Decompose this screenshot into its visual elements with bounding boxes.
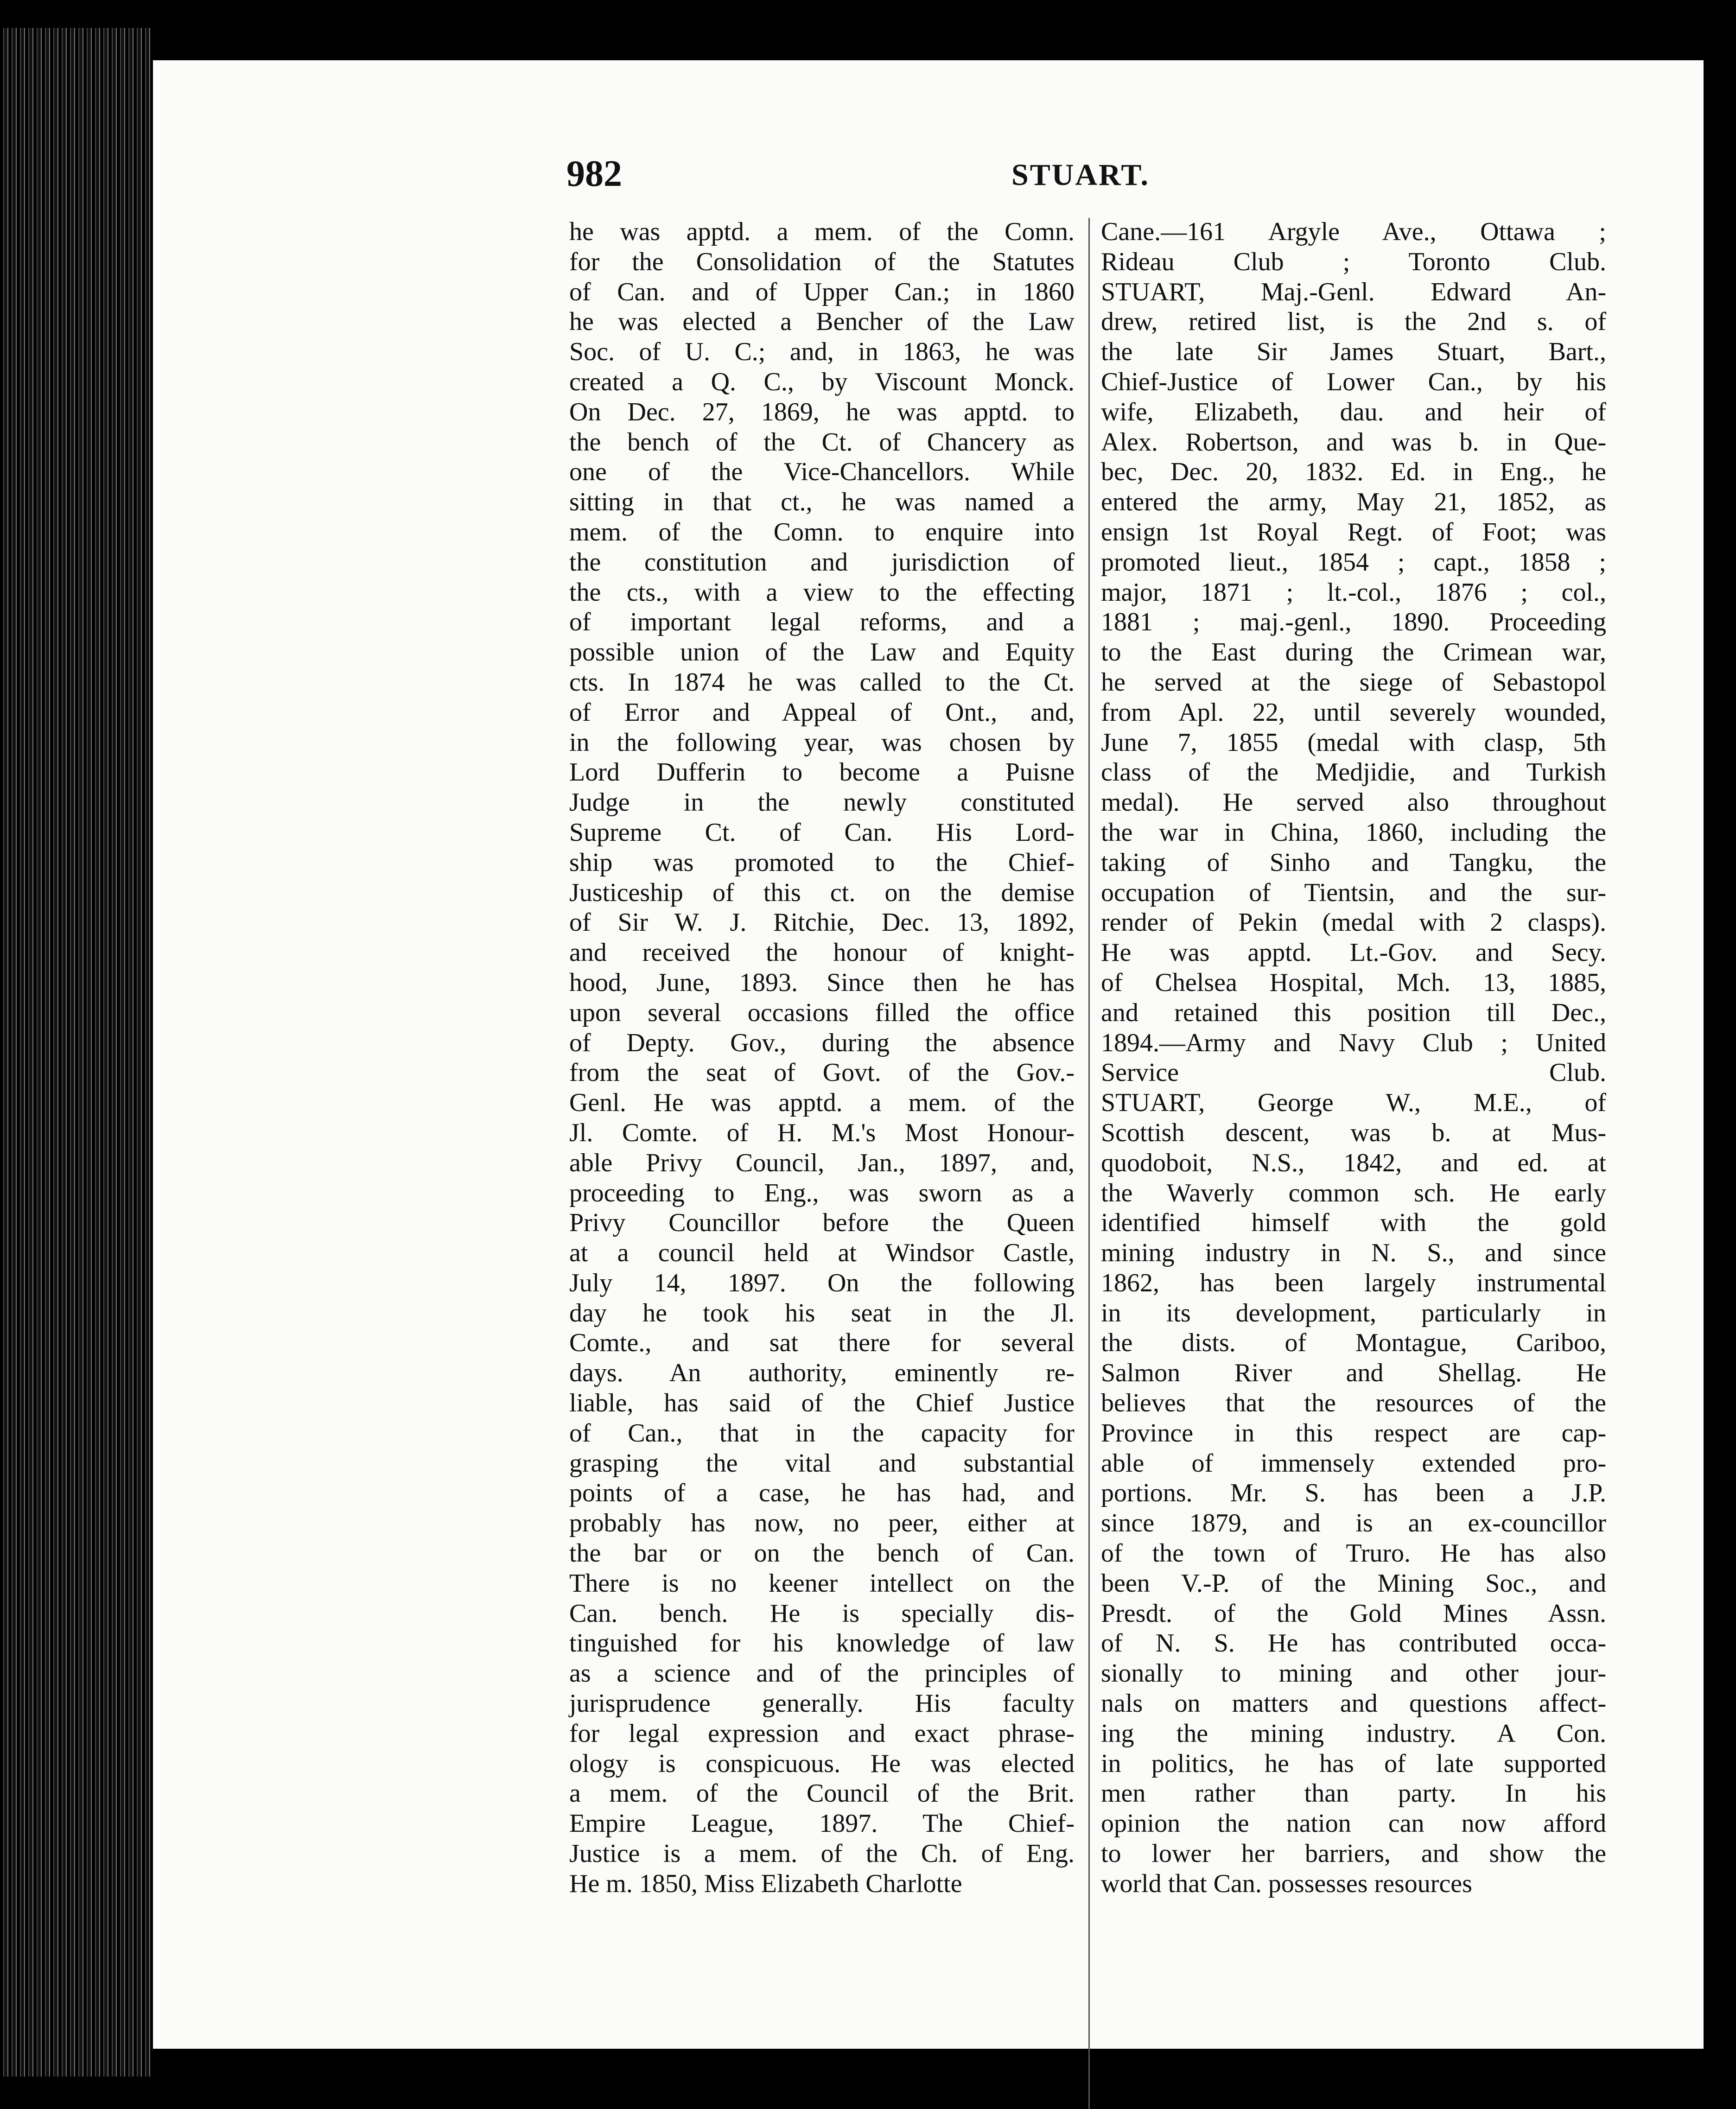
text-line: cts. In 1874 he was called to the Ct. (569, 667, 1075, 697)
text-line: tinguished for his knowledge of law (569, 1629, 1075, 1658)
text-line: been V.-P. of the Mining Soc., and (1101, 1569, 1606, 1598)
text-line: the late Sir James Stuart, Bart., (1101, 337, 1606, 367)
text-line: portions. Mr. S. has been a J.P. (1101, 1479, 1606, 1508)
text-line: Service Club. (1101, 1058, 1606, 1087)
text-line: Jl. Comte. of H. M.'s Most Honour- (569, 1118, 1075, 1147)
text-line: ensign 1st Royal Regt. of Foot; was (1101, 517, 1606, 546)
text-line: able Privy Council, Jan., 1897, and, (569, 1148, 1075, 1177)
text-line: nals on matters and questions affect- (1101, 1689, 1606, 1718)
text-line: of Chelsea Hospital, Mch. 13, 1885, (1101, 968, 1606, 997)
text-line: quodoboit, N.S., 1842, and ed. at (1101, 1148, 1606, 1177)
text-line: Can. bench. He is specially dis- (569, 1599, 1075, 1628)
text-line: Lord Dufferin to become a Puisne (569, 758, 1075, 787)
text-line: of Sir W. J. Ritchie, Dec. 13, 1892, (569, 908, 1075, 937)
text-line: sionally to mining and other jour- (1101, 1659, 1606, 1688)
book-binding-edge (0, 28, 153, 2077)
column-divider (1088, 218, 1090, 2109)
text-line: ing the mining industry. A Con. (1101, 1719, 1606, 1748)
text-line: in the following year, was chosen by (569, 728, 1075, 757)
text-line: class of the Medjidie, and Turkish (1101, 758, 1606, 787)
text-line: he served at the siege of Sebastopol (1101, 667, 1606, 697)
text-line: believes that the resources of the (1101, 1389, 1606, 1418)
page-number: 982 (566, 153, 622, 194)
text-line: promoted lieut., 1854 ; capt., 1858 ; (1101, 547, 1606, 577)
text-line: Cane.—161 Argyle Ave., Ottawa ; (1101, 217, 1606, 246)
text-line: STUART, George W., M.E., of (1101, 1088, 1606, 1118)
text-line: STUART, Maj.-Genl. Edward An- (1101, 277, 1606, 306)
text-line: days. An authority, eminently re- (569, 1359, 1075, 1388)
text-line: Province in this respect are cap- (1101, 1418, 1606, 1448)
text-line: Salmon River and Shellag. He (1101, 1359, 1606, 1388)
text-line: since 1879, and is an ex-councillor (1101, 1509, 1606, 1538)
text-line: the war in China, 1860, including the (1101, 818, 1606, 847)
text-line: Justice is a mem. of the Ch. of Eng. (569, 1839, 1075, 1868)
left-text-column (569, 217, 1075, 1899)
text-line: Scottish descent, was b. at Mus- (1101, 1118, 1606, 1147)
text-line: for the Consolidation of the Statutes (569, 247, 1075, 276)
text-line: liable, has said of the Chief Justice (569, 1389, 1075, 1418)
text-line: grasping the vital and substantial (569, 1448, 1075, 1478)
text-line: June 7, 1855 (medal with clasp, 5th (1101, 728, 1606, 757)
text-line: of Depty. Gov., during the absence (569, 1028, 1075, 1057)
text-line: On Dec. 27, 1869, he was apptd. to (569, 397, 1075, 426)
text-line: 1894.—Army and Navy Club ; United (1101, 1028, 1606, 1057)
running-head: STUART. (1011, 158, 1150, 192)
text-line: he was elected a Bencher of the Law (569, 307, 1075, 337)
text-line: bec, Dec. 20, 1832. Ed. in Eng., he (1101, 457, 1606, 487)
text-line: Alex. Robertson, and was b. in Que- (1101, 427, 1606, 457)
text-line: major, 1871 ; lt.-col., 1876 ; col., (1101, 578, 1606, 607)
text-line: 1862, has been largely instrumental (1101, 1268, 1606, 1297)
text-line: He m. 1850, Miss Elizabeth Charlotte (569, 1869, 962, 1898)
text-line: in its development, particularly in (1101, 1298, 1606, 1328)
text-line: sitting in that ct., he was named a (569, 488, 1075, 517)
text-line: able of immensely extended pro- (1101, 1448, 1606, 1478)
text-line: a mem. of the Council of the Brit. (569, 1779, 1075, 1808)
text-line: points of a case, he has had, and (569, 1479, 1075, 1508)
text-line: possible union of the Law and Equity (569, 638, 1075, 667)
text-line: of N. S. He has contributed occa- (1101, 1629, 1606, 1658)
text-line: of Error and Appeal of Ont., and, (569, 698, 1075, 727)
text-line: one of the Vice-Chancellors. While (569, 457, 1075, 487)
text-line: Supreme Ct. of Can. His Lord- (569, 818, 1075, 847)
text-line: Empire League, 1897. The Chief- (569, 1809, 1075, 1838)
text-line: of Can. and of Upper Can.; in 1860 (569, 277, 1075, 306)
text-line: hood, June, 1893. Since then he has (569, 968, 1075, 997)
text-line: entered the army, May 21, 1852, as (1101, 488, 1606, 517)
text-line: of Can., that in the capacity for (569, 1418, 1075, 1448)
text-line: There is no keener intellect on the (569, 1569, 1075, 1598)
text-line: as a science and of the principles of (569, 1659, 1075, 1688)
text-line: opinion the nation can now afford (1101, 1809, 1606, 1838)
text-line: wife, Elizabeth, dau. and heir of (1101, 397, 1606, 426)
text-line: of the town of Truro. He has also (1101, 1539, 1606, 1568)
text-line: ology is conspicuous. He was elected (569, 1749, 1075, 1778)
text-line: and received the honour of knight- (569, 938, 1075, 967)
text-line: mem. of the Comn. to enquire into (569, 517, 1075, 546)
text-line: created a Q. C., by Viscount Monck. (569, 367, 1075, 396)
text-line: upon several occasions filled the office (569, 998, 1075, 1027)
page-header (566, 153, 1600, 199)
text-line: world that Can. possesses resources (1101, 1869, 1472, 1898)
text-line: the Waverly common sch. He early (1101, 1178, 1606, 1207)
text-line: mining industry in N. S., and since (1101, 1239, 1606, 1268)
text-line: and retained this position till Dec., (1101, 998, 1606, 1027)
text-line: Privy Councillor before the Queen (569, 1208, 1075, 1238)
text-line: probably has now, no peer, either at (569, 1509, 1075, 1538)
text-line: Comte., and sat there for several (569, 1328, 1075, 1358)
text-line: July 14, 1897. On the following (569, 1268, 1075, 1297)
text-line: the bar or on the bench of Can. (569, 1539, 1075, 1568)
text-line: drew, retired list, is the 2nd s. of (1101, 307, 1606, 337)
text-line: men rather than party. In his (1101, 1779, 1606, 1808)
text-line: the dists. of Montague, Cariboo, (1101, 1328, 1606, 1358)
text-line: Presdt. of the Gold Mines Assn. (1101, 1599, 1606, 1628)
text-line: Genl. He was apptd. a mem. of the (569, 1088, 1075, 1118)
text-line: day he took his seat in the Jl. (569, 1298, 1075, 1328)
text-line: render of Pekin (medal with 2 clasps). (1101, 908, 1606, 937)
text-line: ship was promoted to the Chief- (569, 848, 1075, 877)
text-line: in politics, he has of late supported (1101, 1749, 1606, 1778)
text-line: Rideau Club ; Toronto Club. (1101, 247, 1606, 276)
text-line: the bench of the Ct. of Chancery as (569, 427, 1075, 457)
text-line: proceeding to Eng., was sworn as a (569, 1178, 1075, 1207)
text-line: to the East during the Crimean war, (1101, 638, 1606, 667)
right-text-column (1101, 217, 1606, 1899)
text-line: for legal expression and exact phrase- (569, 1719, 1075, 1748)
text-line: jurisprudence generally. His faculty (569, 1689, 1075, 1718)
text-line: 1881 ; maj.-genl., 1890. Proceeding (1101, 608, 1606, 637)
text-line: from Apl. 22, until severely wounded, (1101, 698, 1606, 727)
text-line: identified himself with the gold (1101, 1208, 1606, 1238)
text-line: Chief-Justice of Lower Can., by his (1101, 367, 1606, 396)
text-line: occupation of Tientsin, and the sur- (1101, 878, 1606, 907)
text-line: He was apptd. Lt.-Gov. and Secy. (1101, 938, 1606, 967)
text-line: from the seat of Govt. of the Gov.- (569, 1058, 1075, 1087)
text-line: Soc. of U. C.; and, in 1863, he was (569, 337, 1075, 367)
text-line: taking of Sinho and Tangku, the (1101, 848, 1606, 877)
text-line: medal). He served also throughout (1101, 788, 1606, 817)
text-line: to lower her barriers, and show the (1101, 1839, 1606, 1868)
text-line: the cts., with a view to the effecting (569, 578, 1075, 607)
text-line: at a council held at Windsor Castle, (569, 1239, 1075, 1268)
text-line: he was apptd. a mem. of the Comn. (569, 217, 1075, 246)
text-line: Judge in the newly constituted (569, 788, 1075, 817)
text-line: of important legal reforms, and a (569, 608, 1075, 637)
text-line: the constitution and jurisdiction of (569, 547, 1075, 577)
text-line: Justiceship of this ct. on the demise (569, 878, 1075, 907)
